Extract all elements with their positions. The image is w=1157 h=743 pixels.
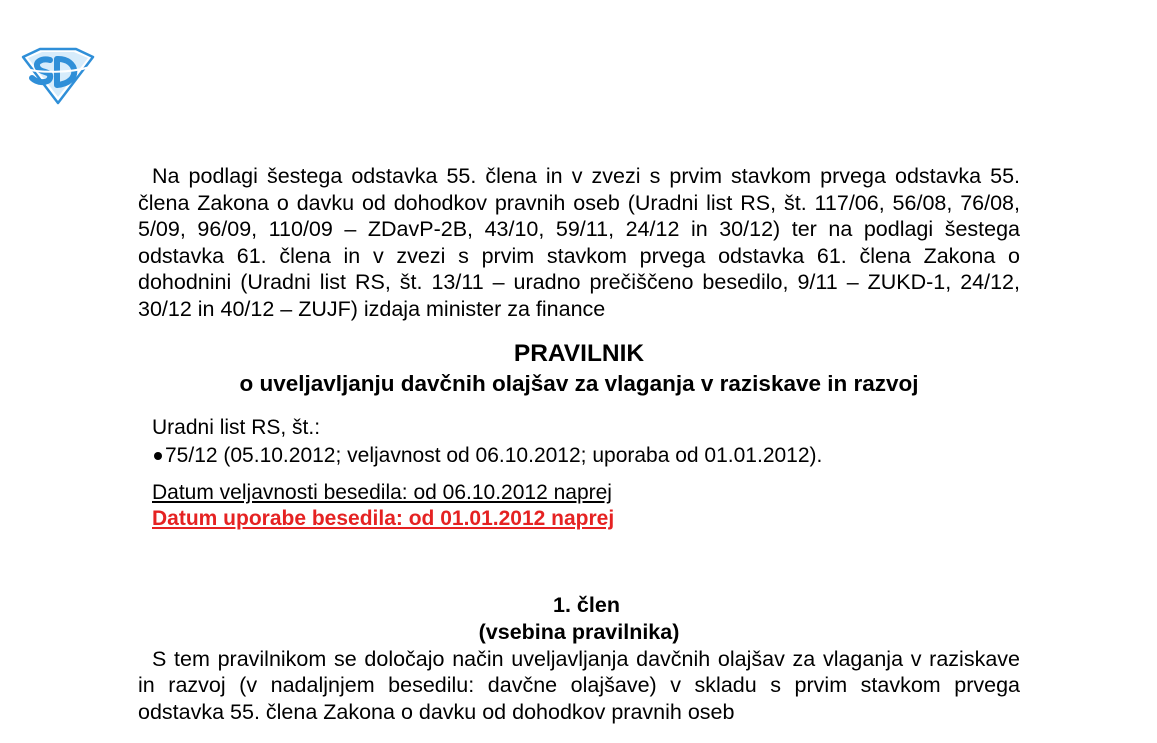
datum-veljavnosti: Datum veljavnosti besedila: od 06.10.2012 naprej [152,480,612,504]
document-body [138,163,1020,725]
document-title: PRAVILNIK [513,339,645,367]
article-text: S tem pravilnikom se določajo način uveljavljanja davčnih olajšav za vlaganja v raziskave in razvoj (v nadaljnjem besedilu: davčne olajšave) v skladu s prvim stavkom prvega odstavka 55. člena Zakona o davku od dohodkov pravnih oseb [138,646,1020,724]
bullet-icon [154,452,162,460]
datum-uporabe: Datum uporabe besedila: od 01.01.2012 naprej [152,506,615,530]
document-subtitle: o uveljavljanju davčnih olajšav za vlaganja v raziskave in razvoj [239,370,919,396]
article-number: 1. člen [553,592,620,617]
article-title: (vsebina pravilnika) [478,619,680,644]
intro-paragraph: Na podlagi šestega odstavka 55. člena in v zvezi s prvim stavkom prvega odstavka 55. člena Zakona o davku od dohodkov pravnih oseb (Uradni list RS, št. 117/06, 56/08, 76/08, 5/09, 96/09, 110/09 – ZDavP-2B, 43/10, 59/11, 24/12 in 30/12) ter na podlagi šestega odstavka 61. člena in v zvezi s prvim stavkom prvega odstavka 61. člena Zakona o dohodnini (Uradni list RS, št. 13/11 – uradno prečiščeno besedilo, 9/11 – ZUKD-1, 24/12, 30/12 in 40/12 – ZUJF) izdaja minister za finance [138,164,1020,321]
uradni-list-label: Uradni list RS, št.: [152,415,321,439]
publication-item [138,442,1020,470]
publication-text: 75/12 (05.10.2012; veljavnost od 06.10.2012; uporaba od 01.01.2012). [165,443,823,467]
sd-logo [20,47,96,105]
